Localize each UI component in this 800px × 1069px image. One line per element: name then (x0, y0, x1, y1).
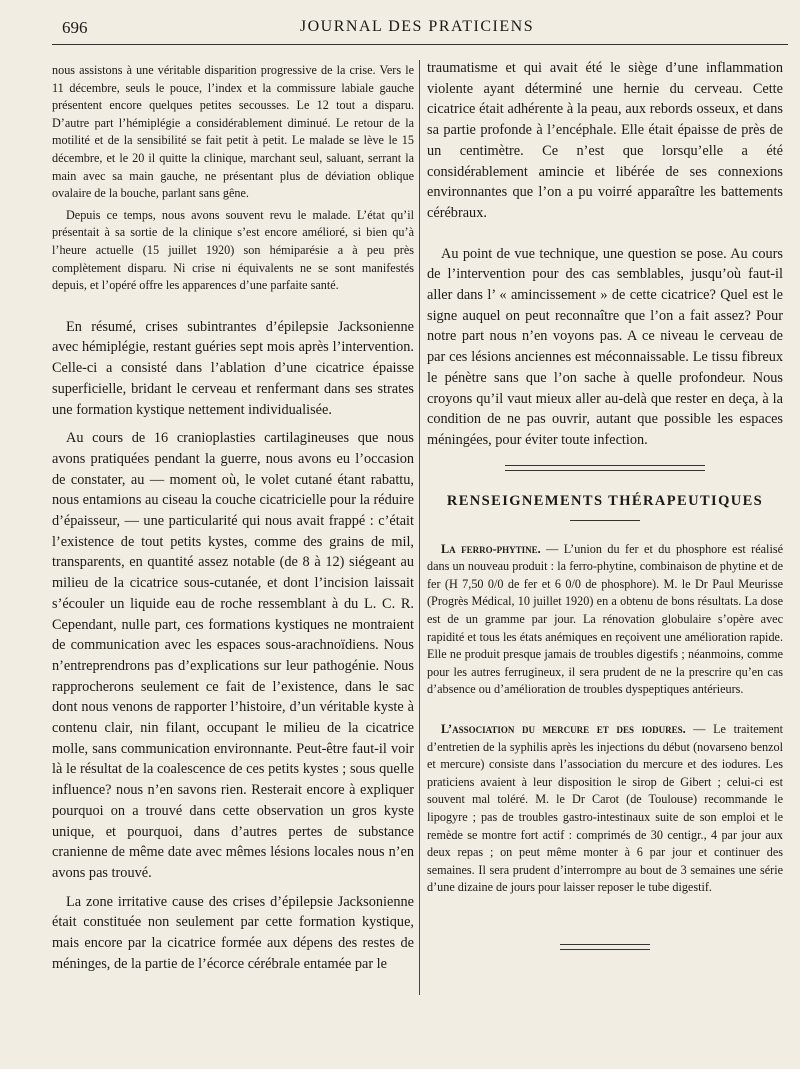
ferro-phytine-body: — L’union du fer et du phosphore est réalisé dans un nouveau produit : la ferro-phytine, combinaison de phytine et de fer (H 7,50 0/0 de fer et 6 0/0 de phosphore). M. le Dr Paul Meurisse (Progrès Médical, 10 juillet 1920) en a obtenu de bons résultats. La dose est de un gramme par jour. La rénovation globulaire s’opère avec rapidité et tous les états anémiques en reçoivent une amélioration rapide. Elle ne produit presque jamais de troubles digestifs ; néanmoins, comme pour les autres ferrugineux, il sera prudent de ne la prescrire qu’en cas d’absence ou d’amélioration de troubles dyspeptiques antérieurs. (427, 541, 783, 697)
cranioplasty-paragraph: Au cours de 16 cranioplasties cartilagineuses que nous avons pratiquées pendant la guerre, nous avons eu l’occasion de constater, au — moment où, le volet cutané étant rabattu, nous entamions au ciseau la couche cicatricielle pour la réduire d’épaisseur, — une particularité qui nous avait frappé : c’était l’existence de tout petits kystes, comme des grains de mil, transparents, en quantité assez notable (de 8 à 12) siégeant au milieu de la cicatrice sous-cutanée, et dont l’incision laissait s’écouler un liquide eau de roche ressemblant à du L. C. R. Cependant, nulle part, ces formations kystiques ne montraient de communication avec les espaces sous-arachnoïdiens. Nous n’entreprendrons pas d’explications sur leur pathogénie. Nous rapprocherons seulement ce fait de l’existence, dans le sac dont nous venons de rapporter l’histoire, d’un véritable kyste à contenu clair, nin filant, occupant le milieu de la cicatrice molle, sans communication environnante. Peut-être faut-il voir là le résultat de la coalescence de ces petits kystes ; sous quelle influence? nous n’en savons rien. Resterait encore à expliquer pourquoi on a trouvé dans cette observation un gros kyste unique, et pourquoi, dans d’autres pertes de substance cranienne de même date avec mêmes lésions locales nous n’en avons pas trouvé. (52, 430, 414, 881)
case-report-paragraph: nous assistons à une véritable disparition progressive de la crise. Vers le 11 décembre, seuls le pouce, l’index et la commissure labiale gauche présentent encore quelques petites secousses. Le 12 tout a disparu. D’autre part l’hémiplégie a considérablement diminué. Le retour de la motilité et de la sensibilité se fait petit à petit. Le malade se lève le 15 décembre, et le 20 il quitte la clinique, marchant seul, saluant, serrant la main avec sa main gauche, ne présentant plus de déviation oblique ovalaire de la bouche, parlant sans gêne. (52, 63, 414, 201)
section-title: RENSEIGNEMENTS THÉRAPEUTIQUES (446, 492, 764, 509)
left-column (52, 62, 414, 975)
section-separator (505, 465, 705, 471)
follow-up-paragraph: Depuis ce temps, nous avons souvent revu le malade. L’état qu’il présentait à sa sortie de la clinique s’est encore amélioré, si bien qu’à l’heure actuelle (15 juillet 1920) son hémiparésie a à peu près complètement disparu. Ni crise ni équivalents ne se sont manifestés depuis, et l’opéré offre les apparences d’une parfaite santé. (52, 207, 414, 293)
irritative-zone-paragraph: La zone irritative cause des crises d’épilepsie Jacksonienne était constituée non seulement par cette formation kystique, mais encore par la cicatrice formée aux dépens des restes de méninges, de la partie de l’écorce cérébrale entamée par le (52, 893, 414, 972)
end-separator (560, 944, 650, 950)
ferro-phytine-entry (427, 541, 783, 699)
journal-title: JOURNAL DES PRATICIENS (299, 18, 535, 35)
column-divider (419, 60, 420, 995)
mercure-iodures-title: L’association du mercure et des iodures. (441, 722, 686, 736)
summary-paragraph: En résumé, crises subintrantes d’épilepsie Jacksonienne avec hémiplégie, restant guéries sept mois après l’intervention. Celle-ci a consisté dans l’ablation d’une cicatrice épaisse superficielle, bridant le cerveau et renfermant dans ses strates une formation kystique nettement individualisée. (52, 318, 414, 418)
right-column (427, 58, 783, 897)
mercure-iodures-entry (427, 721, 783, 897)
ferro-phytine-title: La ferro-phytine. (441, 541, 541, 556)
cicatrice-paragraph: traumatisme et qui avait été le siège d’une inflammation violente ayant déterminé une hernie du cerveau. Cette cicatrice était adhérente à la peau, aux rebords osseux, et dans sa partie profonde à l’encéphale. Elle était épaisse de près de un centimètre. Ce n’est que lorsqu’elle a été considérablement amincie et libérée de ses connexions environnantes que l’on a pu voirré apparaître les battements cérébraux. (427, 60, 783, 221)
header-rule (52, 44, 788, 45)
title-underline (570, 520, 640, 521)
page-number: 696 (62, 18, 88, 37)
page-header (52, 18, 782, 44)
mercure-iodures-body: — Le traitement d’entretien de la syphilis après les injections du début (novarseno benzol et mercure) consiste dans l’association du mercure et des iodures. Les praticiens avaient à leur disposition le sirop de Gibert ; celui-ci est souvent mal toléré. M. le Dr Carot (de Toulouse) recommande le lipogyre ; pas de troubles gastro-intestinaux suite de son emploi et le remède se montre fort actif : comprimés de 30 centigr., 4 par jour aux deux repas ; on peut même monter à 6 par jour et continuer des semaines. Il sera prudent d’interrompre au bout de 3 semaines une série d’une dizaine de jours pour laisser reposer le tube digestif. (427, 722, 783, 895)
technique-paragraph: Au point de vue technique, une question se pose. Au cours de l’intervention pour des cas semblables, jusqu’où faut-il aller dans l’ « amincissement » de cette cicatrice? Quel est le signe auquel on peut reconnaître que l’on a fait assez? Pour notre part nous n’en voyons pas. A ce niveau le cerveau de par ces lésions anciennes est méconnaissable. Le tissu fibreux le pénètre sans que l’on sache à quelle profondeur. Nous croyons qu’il vaut mieux aller au-delà que rester en deça, à la condition de ne pas ouvrir, autant que possible les espaces méningées, pour éviter toute infection. (427, 245, 783, 448)
